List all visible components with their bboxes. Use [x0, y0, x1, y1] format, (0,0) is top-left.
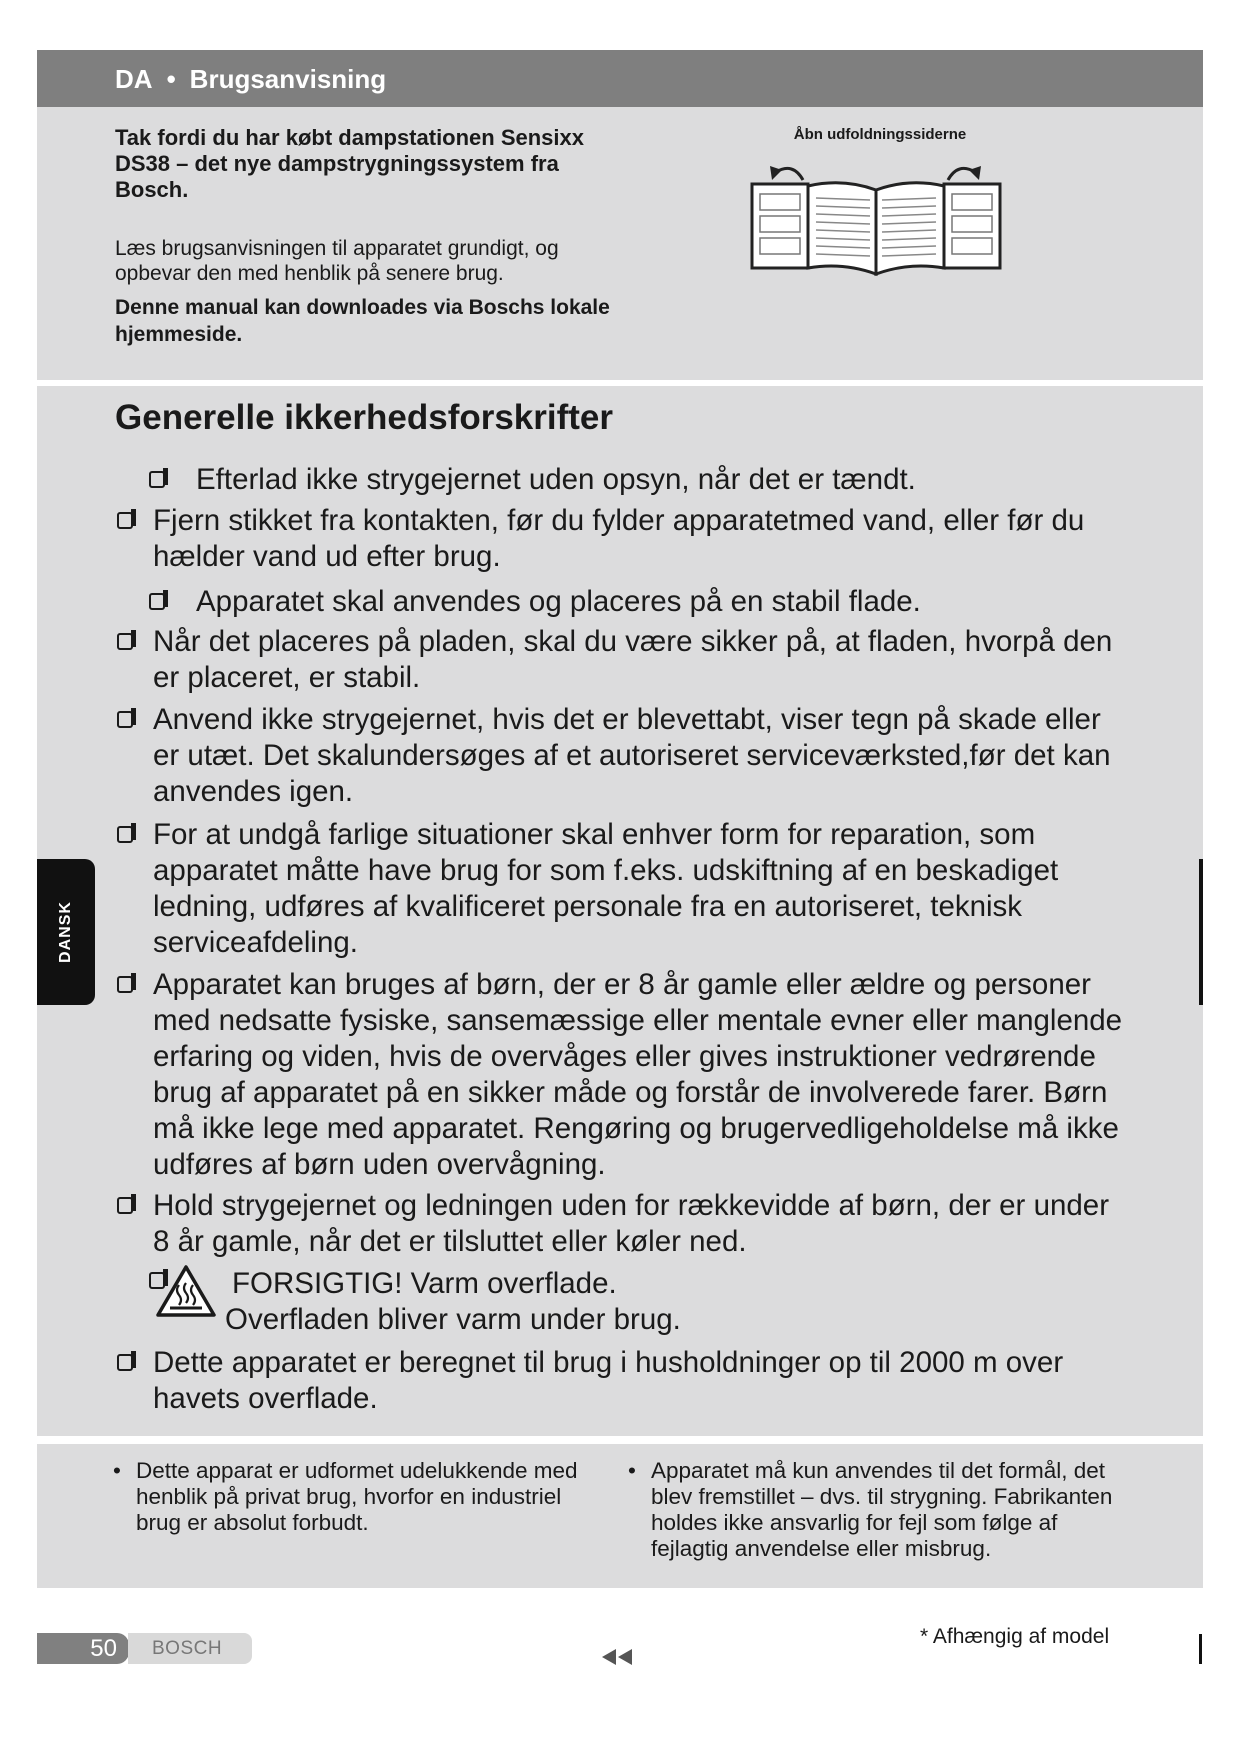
checkbox-bullet-icon — [117, 633, 133, 650]
checkbox-bullet-icon — [117, 512, 133, 529]
checkbox-bullet-icon — [117, 1354, 133, 1371]
checkbox-bullet-icon — [149, 471, 165, 488]
side-tab-text: DANSK — [57, 901, 75, 963]
safety-item: Hold strygejernet og ledningen uden for rækkevidde af børn, der er under 8 år gamle, når det er tilsluttet eller køler ned. — [153, 1189, 1110, 1258]
language-side-tab-label — [37, 859, 95, 1005]
footer-edge-marker — [1199, 1634, 1202, 1664]
footnote: * Afhængig af model — [920, 1625, 1110, 1648]
safety-item: Apparatet skal anvendes og placeres på en stabil flade. — [196, 585, 921, 618]
header-separator: • — [166, 64, 176, 94]
open-book-icon — [748, 150, 1008, 280]
page-number: 50 — [90, 1635, 117, 1662]
checkbox-bullet-icon — [117, 826, 133, 843]
safety-item: Fjern stikket fra kontakten, før du fylder apparatetmed vand, eller før du hælder vand ud efter brug. — [153, 504, 1085, 573]
brand-name: BOSCH — [152, 1638, 223, 1659]
fold-out-label: Åbn udfoldningssiderne — [793, 126, 967, 143]
intro-read-text: Læs brugsanvisningen til apparatet grundigt, og opbevar den med henblik på senere brug. — [115, 237, 559, 285]
safety-item: For at undgå farlige situationer skal enhver form for reparation, som apparatet måtte have brug for som f.eks. udskiftning af en beskadiget ledning, udføres af kvalificeret personale fra en autoriseret, teknisk serviceafdeling. — [153, 818, 1059, 959]
note-right: Apparatet må kun anvendes til det formål, det blev fremstillet – dvs. til strygning. Fabrikanten holdes ikke ansvarlig for fejl som følge af fejlagtig anvendelse eller misbrug. — [651, 1458, 1113, 1561]
header-lang: DA — [115, 64, 153, 94]
checkbox-bullet-icon — [117, 976, 133, 993]
header-title — [115, 64, 386, 95]
safety-title: Generelle ikkerhedsforskrifter — [115, 398, 614, 437]
previous-page-icon[interactable] — [600, 1648, 636, 1666]
bullet-icon: • — [113, 1458, 121, 1483]
bullet-icon: • — [628, 1458, 636, 1483]
safety-item: Når det placeres på pladen, skal du være sikker på, at fladen, hvorpå den er placeret, er stabil. — [153, 625, 1113, 694]
checkbox-bullet-icon — [149, 593, 165, 610]
checkbox-bullet-icon — [117, 711, 133, 728]
header-doc-title: Brugsanvisning — [189, 64, 387, 94]
intro-thanks-text: Tak fordi du har købt dampstationen Sensixx DS38 – det nye dampstrygningssystem fra Bosch. — [115, 125, 585, 202]
intro-download-text: Denne manual kan downloades via Boschs lokale hjemmeside. — [115, 296, 610, 346]
checkbox-bullet-icon — [117, 1197, 133, 1214]
right-edge-marker — [1199, 859, 1203, 1005]
caution-title: FORSIGTIG! Varm overflade. — [232, 1267, 617, 1300]
note-left: Dette apparat er udformet udelukkende med henblik på privat brug, hvorfor en industriel brug er absolut forbudt. — [136, 1458, 578, 1535]
safety-item: Efterlad ikke strygejernet uden opsyn, når det er tændt. — [196, 463, 916, 496]
safety-item: Anvend ikke strygejernet, hvis det er blevettabt, viser tegn på skade eller er utæt. Det skalundersøges af et autoriseret serviceværksted,før det kan anvendes igen. — [153, 703, 1111, 808]
safety-item: Dette apparatet er beregnet til brug i husholdninger op til 2000 m over havets overflade. — [153, 1346, 1064, 1415]
safety-item: Apparatet kan bruges af børn, der er 8 år gamle eller ældre og personer med nedsatte fysiske, sansemæssige eller mentale evner eller manglende erfaring og viden, hvis de overvåges eller gives instruktioner vedrørende brug af apparatet på en sikker måde og forstår de involverede farer. Børn må ikke lege med apparatet. Rengøring og brugervedligeholdelse må ikke udføres af børn uden overvågning. — [153, 968, 1123, 1181]
caution-text: Overfladen bliver varm under brug. — [225, 1303, 681, 1336]
hot-surface-warning-icon — [154, 1263, 218, 1319]
